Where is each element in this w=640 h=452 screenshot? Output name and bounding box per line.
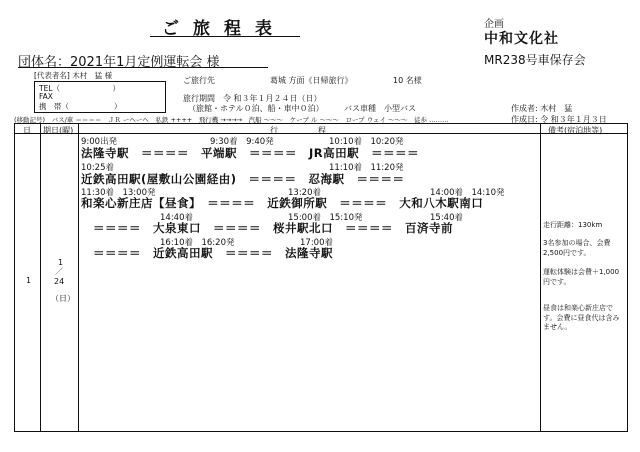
stay-info: （旅館・ホテル０泊、船・車中０泊） xyxy=(188,104,324,113)
r1-time-3: 10:10着 10:20発 xyxy=(329,137,404,147)
r2-time-2: 11:10着 11:20発 xyxy=(329,163,404,173)
tel-field: TEL（ ） xyxy=(39,84,120,93)
date-weekday: （日） xyxy=(51,294,75,303)
contact-box xyxy=(34,81,166,113)
r1-time-1: 9:00出発 xyxy=(81,137,118,147)
date-month: 1 xyxy=(58,258,64,267)
group-label: 団体名： xyxy=(18,55,71,70)
fax-field: FAX xyxy=(39,92,53,101)
r5-time-2: 17:00着 xyxy=(300,238,333,248)
r1-route: 法隆寺駅 ＝＝＝＝ 平端駅 ＝＝＝＝ JR高田駅 ＝＝＝＝ xyxy=(81,146,420,160)
rep-name: 木村 猛 様 xyxy=(72,71,113,80)
r5-route: ＝＝＝＝ 近鉄高田駅 ＝＝＝＝ 法隆寺駅 xyxy=(93,246,333,260)
col-divider-day xyxy=(40,123,41,432)
r5-time-1: 16:10着 16:20発 xyxy=(160,238,235,248)
note-fee-driving: 運転体験は会費＋1,000円です。 xyxy=(543,268,620,286)
col-header-day: 日 xyxy=(23,126,31,135)
group-value: 2021年1月定例運転会 様 xyxy=(70,55,220,70)
page-title: ご旅程表 xyxy=(162,19,286,39)
travel-period: 旅行期間 令 和３年１月２４日（日） xyxy=(183,94,322,103)
rep-line xyxy=(34,70,112,81)
title-underline xyxy=(150,36,300,37)
date-day: 24 xyxy=(54,277,65,286)
col-divider-notes xyxy=(540,123,541,432)
r1-time-2: 9:30着 9:40発 xyxy=(210,137,274,147)
r4-time-2: 15:00着 15:10発 xyxy=(288,213,363,223)
group-underline xyxy=(18,67,268,68)
r2-route: 近鉄高田駅(屋敷山公園経由) ＝＝＝＝ 忍海駅 ＝＝＝＝ xyxy=(81,172,405,186)
pax-count: 10 名様 xyxy=(393,76,422,85)
date-slash: ／ xyxy=(55,267,63,276)
col-header-notes: 備考(宿泊地等) xyxy=(548,126,603,135)
dest-label: ご旅行先 xyxy=(183,76,215,85)
r4-time-3: 15:40着 xyxy=(430,213,463,223)
created-date: 作成日: 令 和３年１月３日 xyxy=(511,115,607,124)
r3-route: 和楽心新庄店【昼食】 ＝＝＝＝ 近鉄御所駅 ＝＝＝＝ 大和八木駅南口 xyxy=(81,196,484,210)
r2-time-1: 10:25着 xyxy=(81,163,114,173)
transport-legend: (移動記号) バス/車 ＝＝＝＝ ＪＲ ーヘーヘ 私鉄 ++++ 飛行機 →→→→ 汽船 ～～～ ケーブ ル ～～～ ロープ ウェイ ～～～ 徒歩 ……… xyxy=(14,116,449,124)
note-distance: 走行距離：130km xyxy=(543,221,603,229)
author: 作成者: 木村 猛 xyxy=(511,104,573,113)
dest-value: 葛城 方面《日帰旅行》 xyxy=(270,76,353,85)
note-lunch: 昼食は和楽心新庄店です。会費に昼食代は含みません。 xyxy=(543,304,620,331)
planner-org: 中和文化社 xyxy=(484,31,559,47)
rep-label: [代表者名] xyxy=(34,71,70,80)
r3-time-3: 14:00着 14:10発 xyxy=(430,188,505,198)
planner-label: 企画 xyxy=(484,19,504,30)
col-divider-date xyxy=(78,123,79,432)
planner-group: MR238号車保存会 xyxy=(484,53,586,67)
r4-time-1: 14:40着 xyxy=(160,213,193,223)
bus-type: バス車種 小型バス xyxy=(344,104,416,113)
r3-time-2: 13:20着 xyxy=(288,188,321,198)
col-header-itinerary: 行 程 xyxy=(270,126,326,135)
note-fee-participants: 3名参加の場合、会費2,500円です。 xyxy=(543,239,611,257)
r4-route: ＝＝＝＝ 大泉東口 ＝＝＝＝ 桜井駅北口 ＝＝＝＝ 百済寺前 xyxy=(93,221,453,235)
mobile-field: 携 帯（ ） xyxy=(39,102,122,111)
r3-time-1: 11:30着 13:00発 xyxy=(81,188,156,198)
col-header-date: 期日(曜) xyxy=(43,126,74,135)
day-number: 1 xyxy=(26,276,32,285)
